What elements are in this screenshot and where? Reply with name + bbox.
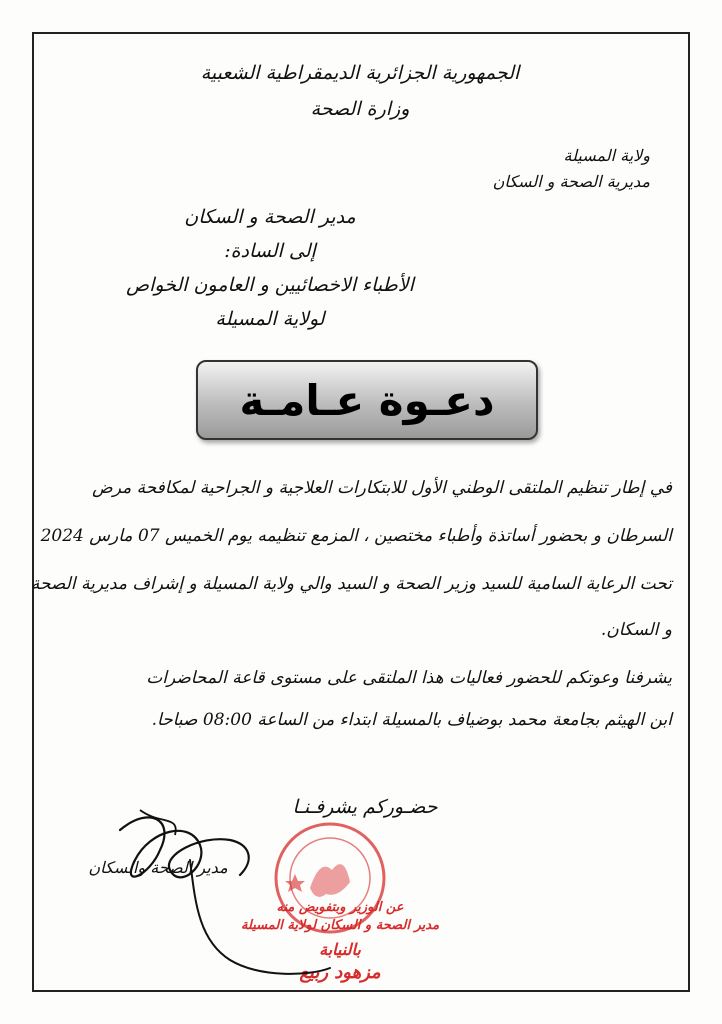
title-box xyxy=(196,360,538,440)
closing-line: حضـوركم يشرفـنـا xyxy=(292,796,438,818)
body-line: و السكان. xyxy=(600,620,672,640)
body-line: تحت الرعاية السامية للسيد وزير الصحة و السيد والي ولاية المسيلة و إشراف مديرية الصحة xyxy=(30,574,672,594)
ministry-header: وزارة الصحة xyxy=(310,98,410,120)
document-title: دعـوة عـامـة xyxy=(239,375,495,425)
region-line: لولاية المسيلة xyxy=(215,308,325,330)
recipients-line: الأطباء الاخصائيين و العامون الخواص xyxy=(126,274,414,296)
to-line: إلى السادة: xyxy=(224,240,316,262)
republic-header: الجمهورية الجزائرية الديمقراطية الشعبية xyxy=(200,62,520,84)
body-line: السرطان و بحضور أساتذة وأطباء مختصين ، المزمع تنظيمه يوم الخميس 07 مارس 2024 xyxy=(40,526,672,546)
stamp-line: مدير الصحة و السكان لولاية المسيلة xyxy=(240,918,440,933)
wilaya-label: ولاية المسيلة xyxy=(563,146,650,165)
directorate-label: مديرية الصحة و السكان xyxy=(492,172,650,191)
stamp-line: بالنيابة xyxy=(319,940,361,959)
body-line: يشرفنا وعوتكم للحضور فعاليات هذا الملتقى على مستوى قاعة المحاضرات xyxy=(146,668,672,688)
handwritten-signature xyxy=(80,800,340,990)
stamp-name: مزهود ربيع xyxy=(299,962,381,983)
body-line: ابن الهيثم بجامعة محمد بوضياف بالمسيلة ابتداء من الساعة 08:00 صباحا. xyxy=(151,710,672,730)
body-line: في إطار تنظيم الملتقى الوطني الأول للابتكارات العلاجية و الجراحية لمكافحة مرض xyxy=(92,478,672,498)
stamp-line: عن الوزير وبتفويض منه xyxy=(276,900,404,915)
signatory-title: مدير الصحة والسكان xyxy=(88,858,228,877)
from-line: مدير الصحة و السكان xyxy=(184,206,356,228)
